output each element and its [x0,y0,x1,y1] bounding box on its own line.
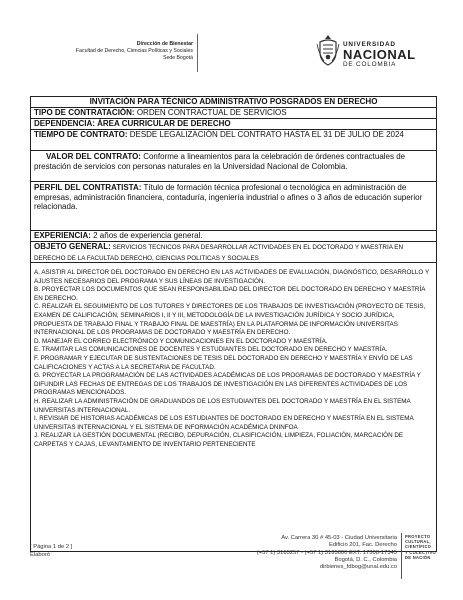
faculty-info [23,41,193,62]
list-item: B. PROYECTAR LOS DOCUMENTOS QUE SEAN RESPONSABILIDAD DEL DIRECTOR DEL DOCTORADO EN DERECHO Y MAESTRÍA EN DERECHO. [34,286,426,302]
task-list [31,263,436,449]
email-line: dirbienes_fdbog@unal.edu.co [319,564,397,571]
list-item: H. REALIZAR LA ADMINISTRACIÓN DE GRADUANDOS DE LOS ESTUDIANTES DEL DOCTORADO Y MAESTRÍA EN EL SISTEMA UNIVERSITAS INTERNACIONAL. [34,397,411,414]
contact-address [197,535,397,571]
phone-line: (+57 1) 3165257 - (+57 1) 3165000 EXT. 17308-17345 [256,549,397,556]
university-crest-icon [316,34,340,66]
page-info [30,544,72,559]
university-logo-text [343,41,453,68]
nacional-word: NACIONAL [343,47,416,62]
general-objective-row [31,242,436,263]
contract-type-label: TIPO DE CONTRATACIÓN: [34,108,135,117]
list-item: J. REALIZAR LA GESTIÓN DOCUMENTAL (RECIBO, DEPURACIÓN, CLASIFICACIÓN, LIMPIEZA, FOLIACIÓN, MARCACIÓN DE CARPETAS Y CAJAS, LEVANTAMIENTO DE INVENTARIO PERTENECIENTE [34,432,404,448]
slogan-line: CIENTÍFICO [405,544,432,550]
de-colombia-word: DE COLOMBIA [343,61,397,68]
contractor-profile-text: Título de formación técnica profesional o tecnológica en administración de empresas, administración financiera, contaduría, ingeniería industrial o afines o 3 años de educación superior relacionada. [34,183,423,211]
address-line: Av. Carrera 30 # 45-03 - Ciudad Universitaria [281,535,397,541]
dependency-row [31,119,436,130]
contract-time-value: DESDE LEGALIZACIÓN DEL CONTRATO HASTA EL 31 DE JULIO DE 2024 [127,130,404,139]
campus-name: Sede Bogotá [163,55,193,61]
list-item: D. MANEJAR EL CORREO ELECTRÓNICO Y COMUNICACIONES EN EL DOCTORADO Y MAESTRÍA. [34,337,328,345]
general-objective-label: OBJETO GENERAL: [34,242,111,251]
unit-name: Dirección de Bienestar [136,41,193,47]
slogan-line: PROYECTO [405,534,431,539]
list-item: C. REALIZAR EL SEGUIMIENTO DE LOS TUTORES Y DIRECTORES DE LOS TRABAJOS DE INVESTIGACIÓN (PROYECTO DE TESIS, EXAMEN DE CALIFICACIÓN, SEMINARIOS I, II Y III, METODOLOGÍA DE LA INVESTIGACIÓN JURÍDICA Y SOCIO JURÍDICA, PROPUESTA DE TRABAJO FINAL Y TRABAJO FINAL DE MAESTRÍA) EN LA PLATAFORMA DE INFORMACIÓN UNIVERSITAS INTERNACIONAL DE LOS PROGRAMAS DE DOCTORADO Y MAESTRÍA EN DERECHO. [34,303,426,337]
experience-label: EXPERIENCIA: [34,231,91,240]
list-item: E. TRAMITAR LAS COMUNICACIONES DE DOCENTES Y ESTUDIANTES DEL DOCTORADO EN DERECHO Y MAESTRÍA. [34,346,388,354]
contract-type-row [31,108,436,119]
city-line: Bogotá, D. C., Colombia [334,556,397,563]
general-objective-text: SERVICIOS TECNICOS PARA DESARROLLAR ACTIVIDADES EN EL DOCTORADO Y MAESTRIA EN DERECHO DE LA FACULTAD DERECHO, CIENCIAS POLITICAS Y SOCIALES [34,244,404,262]
contract-time-label: TIEMPO DE CONTRATO: [34,130,128,139]
dependency-text: DEPENDENCIA: ÁREA CURRICULAR DE DERECHO [34,119,231,128]
header-divider [197,34,198,72]
faculty-name: Facultad de Derecho, Ciencias Políticas y Sociales [75,48,193,54]
contract-time-row [31,130,436,151]
document-title: INVITACIÓN PARA TÉCNICO ADMINISTRATIVO POSGRADOS EN DERECHO [31,97,436,108]
list-item: F. PROGRAMAR Y EJECUTAR DE SUSTENTACIONES DE TESIS DEL DOCTORADO EN DERECHO Y MAESTRÍA Y ENVÍO DE LAS CALIFICACIONES Y ACTAS A LA SECRETARIA DE FACULTAD. [34,354,413,371]
list-item: A. ASISTIR AL DIRECTOR DEL DOCTORADO EN DERECHO EN LAS ACTIVIDADES DE EVALUACIÓN, DIAGNÓSTICO, DESARROLLO Y AJUSTES NECESARIOS DEL PROGRAMA Y SUS LÍNEAS DE INVESTIGACIÓN. [34,269,430,285]
experience-text: 2 años de experiencia general. [90,231,203,240]
invitation-box [30,96,437,552]
contract-type-value: ORDEN CONTRACTUAL DE SERVICIOS [134,108,287,117]
contractor-profile-label: PERFIL DEL CONTRATISTA: [34,183,142,192]
footer-divider [401,533,402,579]
contract-value-row [31,151,436,182]
experience-row [31,231,436,242]
contract-value-text: Conforme a lineamientos para la celebración de órdenes contractuales de prestación de servicios con personas naturales en la Universidad Nacional de Colombia. [34,152,406,171]
page-number: [ Página 1 de 2 ] [30,544,73,550]
prepared-by-label: Elaboró [30,551,50,558]
contractor-profile-row [31,182,436,231]
slogan [405,534,436,560]
list-item: G. PROYECTAR LA PROGRAMACIÓN DE LAS ACTIVIDADES ACADÉMICAS DE LOS PROGRAMAS DE DOCTORADO Y MAESTRÍA Y DIFUNDIR LAS FECHAS DE ENTREGAS DE LOS TRABAJOS DE INVESTIGACIÓN EN LAS DIFERENTES ACTIVIDADES DE LOS PROGRAMAS MENCIONADOS. [34,372,421,397]
slogan-line: CULTURAL, [405,539,431,545]
list-item: I. REVISIAR DE HISTORIAS ACADÉMICAS DE LOS ESTUDIANTES DE DOCTORADO EN DERECHO Y MAESTRÍA EN EL SISTEMA UNIVERSITAS INTERNACIONAL Y EL SISTEMA DE INFORMACIÓN ACADÉMICA DNINFOA [34,415,414,431]
slogan-line: Y COLECTIVO [405,549,436,555]
building-line: Edificio 201, Fac. Derecho [329,542,397,549]
slogan-line: DE NACIÓN [405,554,431,560]
contract-value-label: VALOR DEL CONTRATO: [46,152,141,161]
university-word: UNIVERSIDAD [343,41,396,48]
